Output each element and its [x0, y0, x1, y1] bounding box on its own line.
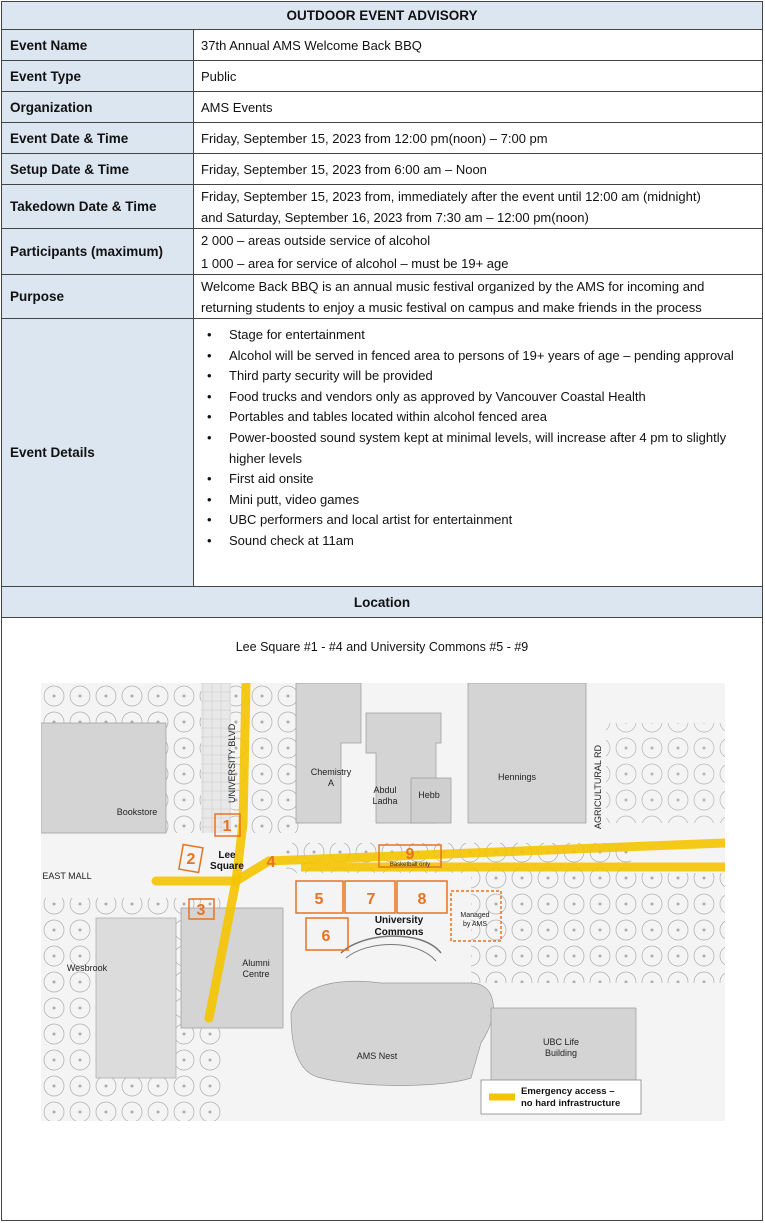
abdul-ladha-label: Ladha — [372, 796, 398, 806]
hebb-label: Hebb — [418, 790, 440, 800]
list-item: • Stage for entertainment — [205, 325, 738, 346]
hennings-label: Hennings — [497, 772, 537, 782]
ams-nest-building — [291, 981, 493, 1085]
university-commons-label: University — [374, 915, 424, 926]
field-row-organization — [2, 92, 762, 123]
university-blvd-label: UNIVERSITY BLVD — [227, 723, 237, 803]
field-row-event-date — [2, 123, 762, 154]
zone-7-label: 7 — [366, 891, 376, 908]
east-mall-label: EAST MALL — [42, 871, 92, 881]
field-value: and Saturday, September 16, 2023 from 7:30 am – 12:00 pm(noon) — [201, 209, 589, 225]
map-caption: Lee Square #1 - #4 and University Commons #5 - #9 — [235, 640, 529, 654]
hebb-building — [411, 778, 451, 823]
hennings-building — [468, 683, 586, 823]
site-map — [41, 683, 725, 1121]
field-row-takedown-date — [2, 185, 762, 229]
field-label: Event Details — [2, 319, 194, 586]
list-item: • First aid onsite — [205, 469, 738, 490]
field-value: Friday, September 15, 2023 from 6:00 am – Noon — [201, 161, 487, 177]
agricultural-rd-label: AGRICULTURAL RD — [593, 744, 603, 829]
list-item: • Power-boosted sound system kept at minimal levels, will increase after 4 pm to slightly higher levels — [205, 428, 738, 469]
list-item: • UBC performers and local artist for entertainment — [205, 510, 738, 531]
managed-label: Managed — [460, 912, 490, 919]
ubc-life-label: UBC Life — [542, 1037, 580, 1047]
list-item: • Sound check at 11am — [205, 531, 738, 552]
alumni-centre-label: Alumni — [242, 958, 270, 968]
bookstore-label: Bookstore — [116, 807, 158, 817]
legend-label: no hard infrastructure — [521, 1098, 621, 1109]
field-label: Participants (maximum) — [2, 229, 194, 274]
chemistry-label: A — [327, 778, 335, 788]
field-value: Welcome Back BBQ is an annual music festival organized by the AMS for incoming and — [201, 278, 705, 294]
advisory-title: OUTDOOR EVENT ADVISORY — [2, 2, 762, 30]
list-item: • Portables and tables located within alcohol fenced area — [205, 407, 738, 428]
legend-label: Emergency access – — [521, 1086, 615, 1097]
field-value: Friday, September 15, 2023 from, immediately after the event until 12:00 am (midnight) — [201, 188, 701, 204]
field-value: 2 000 – areas outside service of alcohol — [201, 232, 431, 248]
wesbrook-label: Wesbrook — [66, 963, 108, 973]
field-label: Event Name — [2, 30, 194, 60]
managed-label: by AMS — [462, 921, 488, 928]
zone-9-label: 9 — [405, 846, 415, 863]
field-label: Setup Date & Time — [2, 154, 194, 184]
map-legend — [481, 1080, 641, 1114]
tree-canopy — [606, 723, 725, 823]
field-value: 37th Annual AMS Welcome Back BBQ — [201, 37, 422, 53]
basketball-label: Basketball only — [389, 862, 431, 868]
zone-2-label: 2 — [186, 851, 196, 868]
ams-nest-label: AMS Nest — [356, 1051, 398, 1061]
alumni-centre-building — [181, 908, 283, 1028]
details-list — [201, 319, 738, 558]
field-row-event-type — [2, 61, 762, 92]
list-item: • Food trucks and vendors only as approved by Vancouver Coastal Health — [205, 387, 738, 408]
field-value: 1 000 – area for service of alcohol – must be 19+ age — [201, 255, 509, 271]
university-commons-label: Commons — [374, 927, 424, 938]
field-row-event-details — [2, 319, 762, 587]
field-row-purpose — [2, 275, 762, 319]
lee-square-label: Square — [210, 861, 244, 872]
field-row-event-name — [2, 30, 762, 61]
zone-8-label: 8 — [417, 891, 427, 908]
zone-6-label: 6 — [321, 928, 331, 945]
field-label: Takedown Date & Time — [2, 185, 194, 228]
field-value: Public — [201, 68, 237, 84]
field-value: returning students to enjoy a music festival on campus and make friends in the process — [201, 299, 702, 315]
field-value: AMS Events — [201, 99, 273, 115]
alumni-centre-label: Centre — [242, 969, 270, 979]
list-item: • Third party security will be provided — [205, 366, 738, 387]
location-heading: Location — [2, 587, 762, 618]
wesbrook-building — [96, 918, 176, 1078]
zone-4-label: 4 — [266, 854, 276, 871]
advisory-sheet — [1, 1, 763, 1221]
field-label: Purpose — [2, 275, 194, 318]
field-label: Organization — [2, 92, 194, 122]
field-label: Event Date & Time — [2, 123, 194, 153]
zone-5-label: 5 — [314, 891, 324, 908]
field-row-participants — [2, 229, 762, 275]
abdul-ladha-label: Abdul — [373, 785, 397, 795]
list-item: • Mini putt, video games — [205, 490, 738, 511]
location-section — [2, 618, 762, 1218]
lee-square-label: Lee — [218, 850, 236, 861]
list-item: • Alcohol will be served in fenced area to persons of 19+ years of age – pending approval — [205, 346, 738, 367]
chemistry-label: Chemistry — [310, 767, 352, 777]
zone-1-label: 1 — [222, 818, 232, 835]
ubc-life-label: Building — [544, 1048, 578, 1058]
zone-3-label: 3 — [196, 902, 206, 919]
field-value: Friday, September 15, 2023 from 12:00 pm(noon) – 7:00 pm — [201, 130, 548, 146]
field-row-setup-date — [2, 154, 762, 185]
field-label: Event Type — [2, 61, 194, 91]
tree-canopy — [471, 873, 725, 983]
